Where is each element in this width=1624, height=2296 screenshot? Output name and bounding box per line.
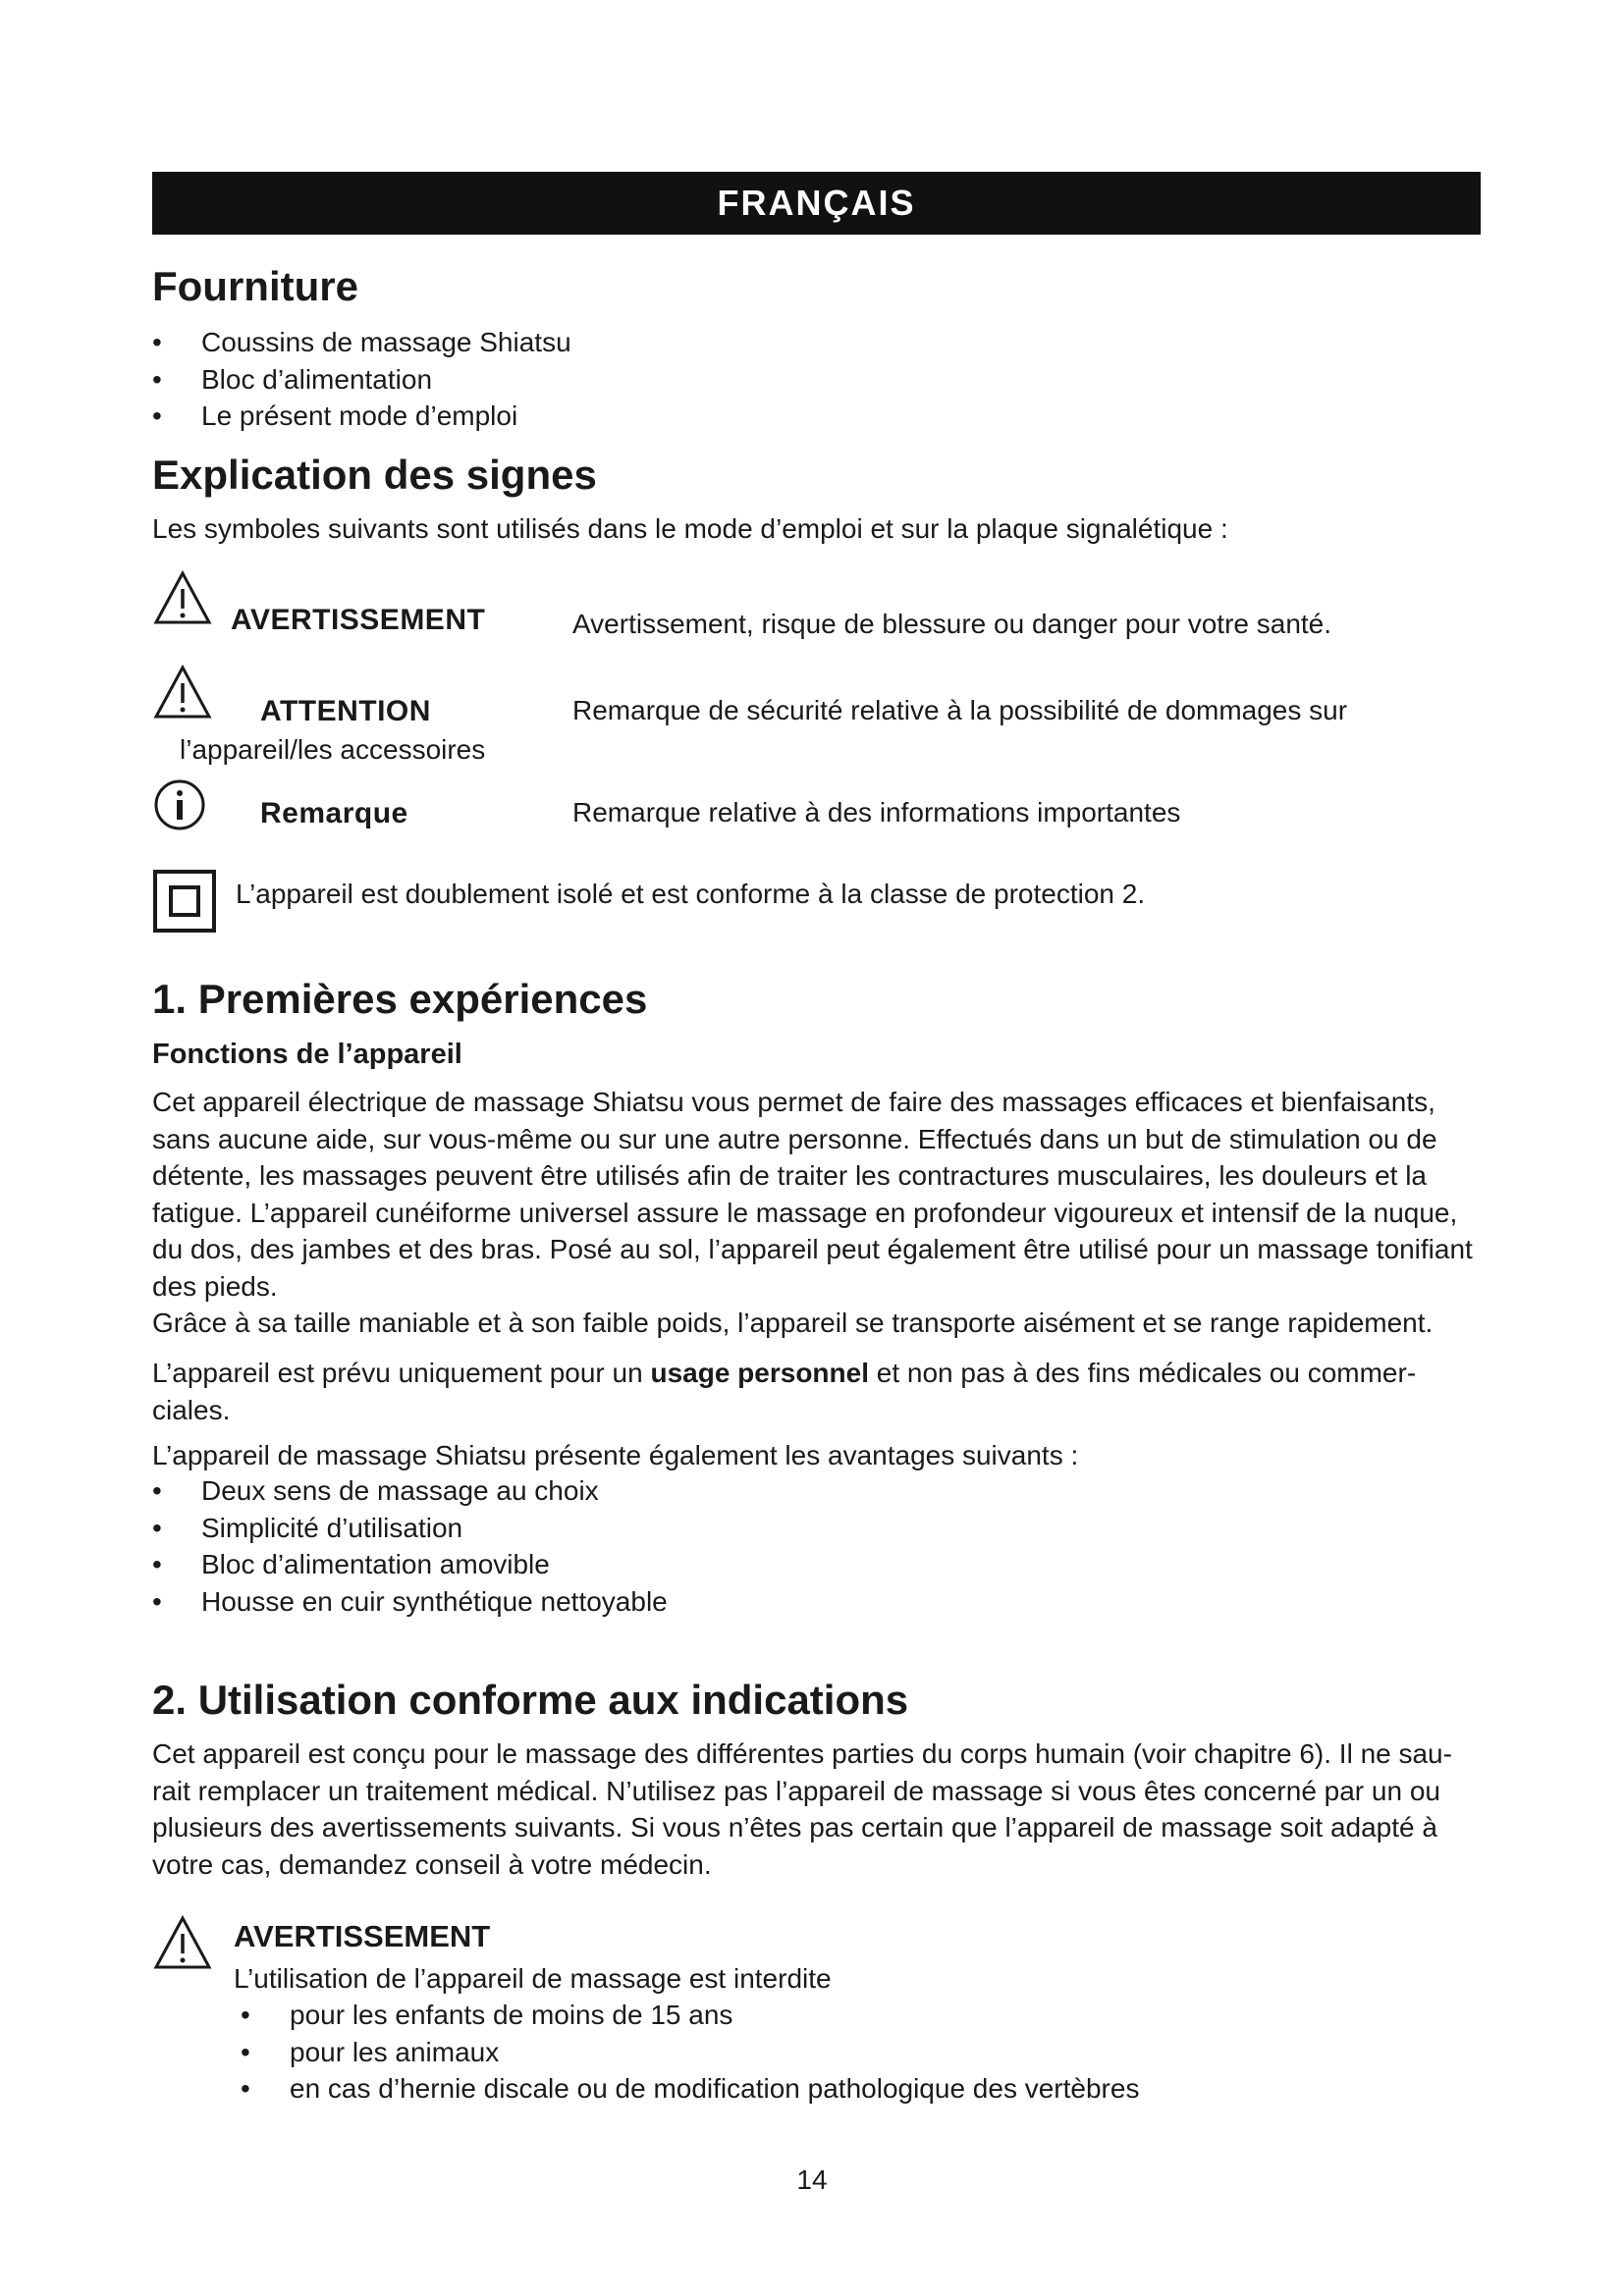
advantages-list	[152, 1472, 668, 1620]
section2-warning-title: AVERTISSEMENT	[234, 1919, 491, 1953]
list-item: • Bloc d’alimentation amovible	[152, 1546, 668, 1583]
list-item: • pour les enfants de moins de 15 ans	[241, 1997, 1139, 2034]
symbol-desc-attention: Remarque de sécurité relative à la possibilité de dommages sur	[572, 695, 1348, 725]
fourniture-list	[152, 324, 571, 435]
usage-bold-text: usage personnel	[650, 1358, 869, 1388]
warning-triangle-icon	[152, 664, 213, 721]
fourniture-title: Fourniture	[152, 263, 358, 309]
list-item: • en cas d’hernie discale ou de modification pathologique des vertèbres	[241, 2070, 1139, 2108]
language-header: FRANÇAIS	[152, 172, 1481, 235]
symbol-desc-avertissement: Avertissement, risque de blessure ou danger pour votre santé.	[572, 609, 1332, 639]
page-number: 14	[796, 2164, 828, 2195]
section2-body	[152, 1735, 1507, 1883]
symbol-desc-double-insulation: L’appareil est doublement isolé et est conforme à la classe de protection 2.	[236, 879, 1146, 909]
info-circle-icon	[152, 777, 207, 832]
section1-body	[152, 1084, 1507, 1342]
list-item: • Bloc d’alimentation	[152, 361, 571, 399]
section1-line: Grâce à sa taille maniable et à son faible poids, l’appareil se transporte aisément et se range rapidement.	[152, 1308, 1434, 1338]
section2-warning-list	[241, 1997, 1139, 2108]
usage-text-after: et non pas à des fins médicales ou commer-	[868, 1358, 1417, 1388]
section1-line: sans aucune aide, sur vous-même ou sur une autre personne. Effectués dans un but de stimulation ou de	[152, 1123, 1437, 1154]
signes-title: Explication des signes	[152, 452, 597, 498]
section1-title: 1. Premières expériences	[152, 976, 648, 1022]
section2-warning-intro: L’utilisation de l’appareil de massage est interdite	[234, 1963, 832, 1994]
section1-line: fatigue. L’appareil cunéiforme universel assure le massage en profondeur vigoureux et intensif de la nuque,	[152, 1197, 1458, 1228]
symbol-label-avertissement: AVERTISSEMENT	[231, 604, 486, 636]
symbol-desc-remarque: Remarque relative à des informations importantes	[572, 797, 1181, 828]
section2-title: 2. Utilisation conforme aux indications	[152, 1677, 909, 1723]
signes-intro: Les symboles suivants sont utilisés dans le mode d’emploi et sur la plaque signalétique :	[152, 513, 1228, 544]
double-insulation-icon	[152, 869, 217, 934]
warning-triangle-icon	[152, 569, 213, 626]
symbol-label-attention: ATTENTION	[260, 695, 431, 727]
advantages-intro: L’appareil de massage Shiatsu présente également les avantages suivants :	[152, 1440, 1079, 1470]
list-item: • Simplicité d’utilisation	[152, 1510, 668, 1547]
section2-line: rait remplacer un traitement médical. N’utilisez pas l’appareil de massage si vous êtes concerné par un ou	[152, 1775, 1440, 1806]
section1-line: détente, les massages peuvent être utilisés afin de traiter les contractures musculaires, les douleurs et la	[152, 1160, 1427, 1191]
symbol-desc-attention-continued: l’appareil/les accessoires	[180, 734, 486, 765]
section1-line: du dos, des jambes et des bras. Posé au sol, l’appareil peut également être utilisé pour un massage tonifiant	[152, 1234, 1473, 1264]
section2-line: plusieurs des avertissements suivants. Si vous n’êtes pas certain que l’appareil de massage soit adapté à	[152, 1812, 1437, 1842]
section2-line: votre cas, demandez conseil à votre médecin.	[152, 1848, 712, 1880]
symbol-label-remarque: Remarque	[260, 797, 408, 829]
list-item: • pour les animaux	[241, 2034, 1139, 2071]
usage-text-line2: ciales.	[152, 1394, 231, 1425]
section1-line: des pieds.	[152, 1270, 278, 1302]
usage-paragraph	[152, 1355, 1507, 1428]
list-item: • Coussins de massage Shiatsu	[152, 324, 571, 361]
list-item: • Housse en cuir synthétique nettoyable	[152, 1583, 668, 1621]
section1-subtitle: Fonctions de l’appareil	[152, 1039, 462, 1070]
warning-triangle-icon	[152, 1914, 213, 1971]
list-item: • Deux sens de massage au choix	[152, 1472, 668, 1510]
section1-line: Cet appareil électrique de massage Shiatsu vous permet de faire des massages efficaces et bienfaisants,	[152, 1087, 1435, 1117]
list-item: • Le présent mode d’emploi	[152, 398, 571, 435]
usage-text-before: L’appareil est prévu uniquement pour un	[152, 1358, 651, 1388]
section2-line: Cet appareil est conçu pour le massage des différentes parties du corps humain (voir chapitre 6). Il ne sau-	[152, 1738, 1452, 1769]
